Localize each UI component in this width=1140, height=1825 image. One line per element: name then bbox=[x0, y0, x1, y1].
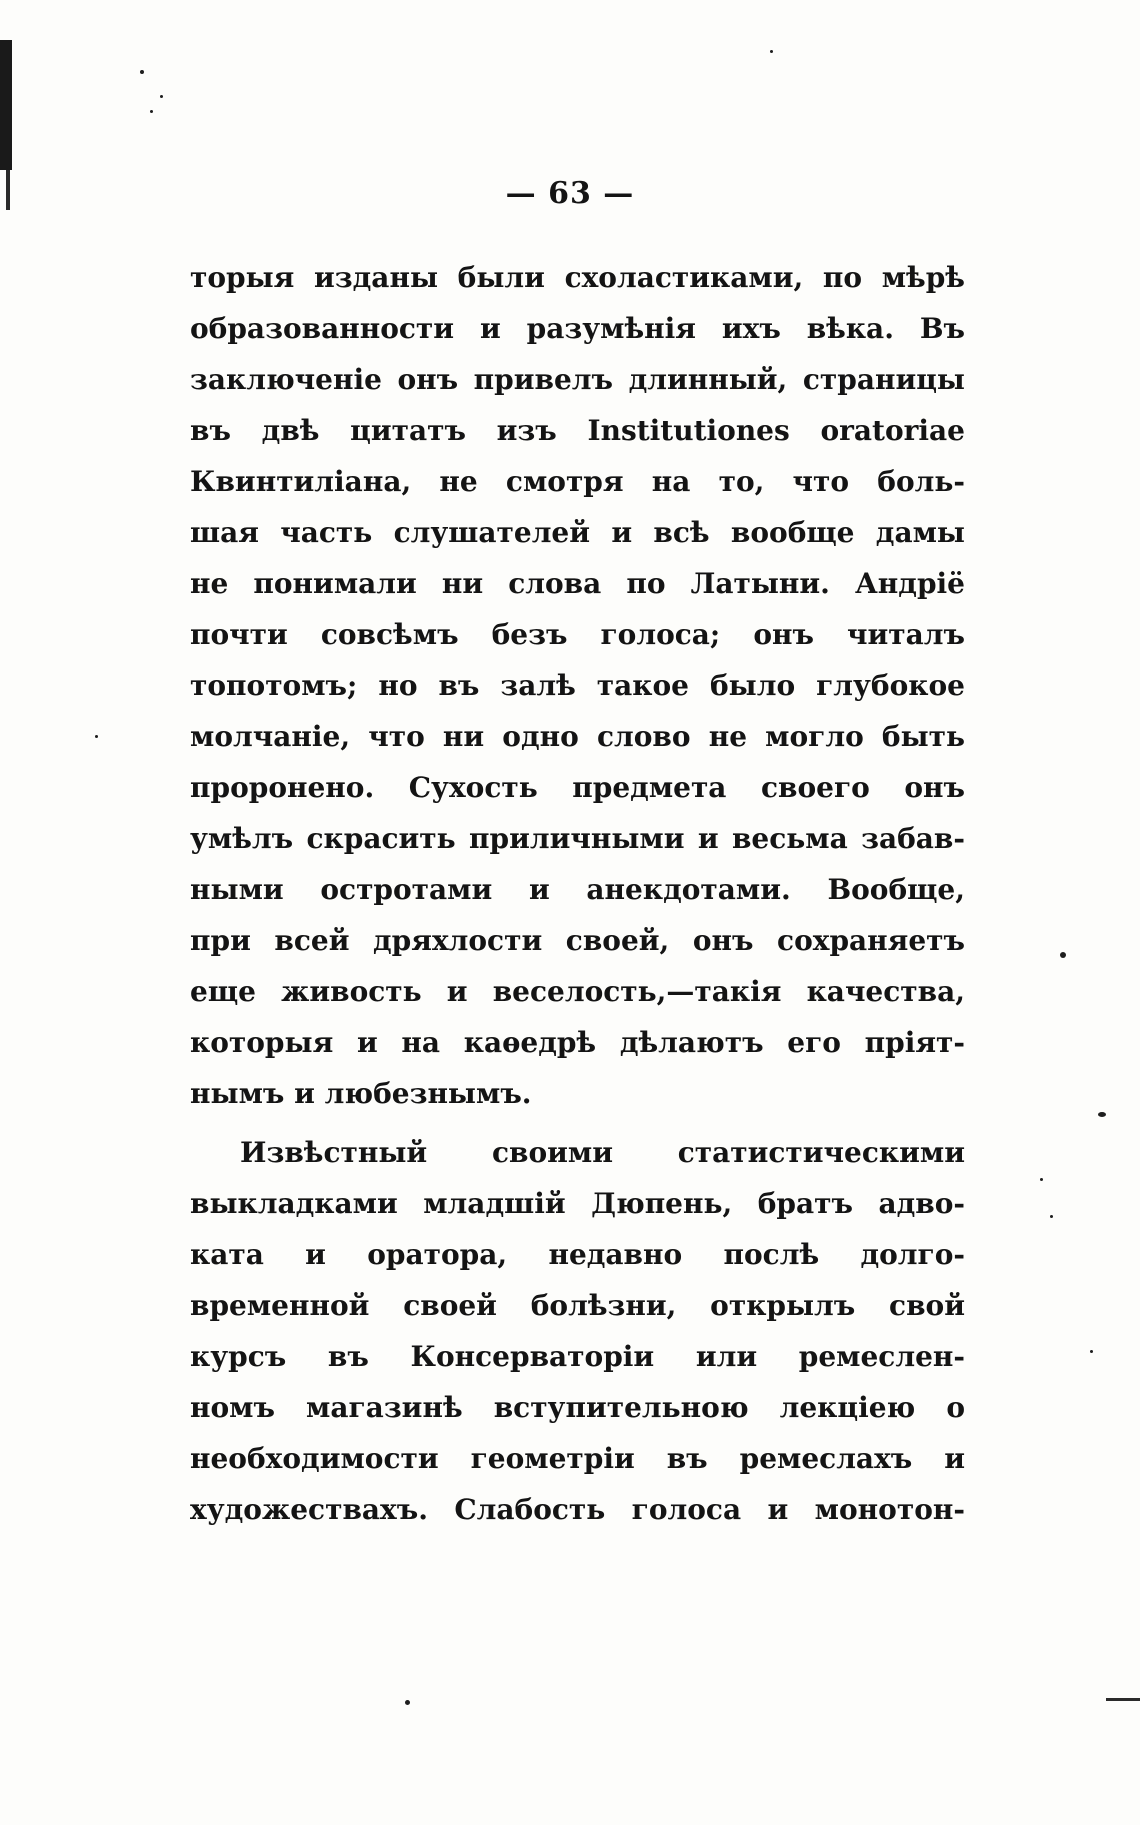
text-line: торыя изданы были схоластиками, по мѣрѣ bbox=[190, 261, 965, 294]
scan-speck bbox=[1060, 952, 1066, 958]
text-line-last: нымъ и любезнымъ. bbox=[190, 1077, 532, 1110]
scan-speck bbox=[1040, 1178, 1043, 1181]
scan-speck bbox=[95, 735, 98, 738]
text-line: при всей дряхлости своей, онъ сохраняетъ bbox=[190, 924, 965, 957]
text-line: не понимали ни слова по Латыни. Андріё bbox=[190, 567, 965, 600]
text-line: молчаніе, что ни одно слово не могло быть bbox=[190, 720, 965, 753]
text-line: курсъ въ Консерваторіи или ремеслен- bbox=[190, 1340, 965, 1373]
scan-speck bbox=[770, 50, 773, 53]
text-line: образованности и разумѣнія ихъ вѣка. Въ bbox=[190, 312, 965, 345]
scan-speck bbox=[1050, 1215, 1053, 1218]
paragraph-gap bbox=[190, 1119, 965, 1127]
scan-speck bbox=[1098, 1112, 1106, 1117]
page-number: — 63 — bbox=[505, 176, 635, 211]
text-line: выкладками младшій Дюпень, братъ адво- bbox=[190, 1187, 965, 1220]
body-text bbox=[190, 252, 965, 1535]
text-line: художествахъ. Слабость голоса и монотон- bbox=[190, 1493, 965, 1526]
text-line-indented: Извѣстный своими статистическими bbox=[240, 1136, 965, 1169]
scan-speck bbox=[160, 95, 163, 98]
scan-speck bbox=[150, 110, 153, 113]
text-line: ными остротами и анекдотами. Вообще, bbox=[190, 873, 965, 906]
scan-speck bbox=[140, 70, 144, 74]
text-line: въ двѣ цитатъ изъ Institutiones oratoriae bbox=[190, 414, 965, 447]
text-line: шая часть слушателей и всѣ вообще дамы bbox=[190, 516, 965, 549]
text-line: номъ магазинѣ вступительною лекціею о bbox=[190, 1391, 965, 1424]
text-line: ката и оратора, недавно послѣ долго- bbox=[190, 1238, 965, 1271]
binding-edge-shadow bbox=[0, 40, 12, 170]
text-line: которыя и на каѳедрѣ дѣлаютъ его пріят- bbox=[190, 1026, 965, 1059]
text-line: еще живость и веселость,—такія качества, bbox=[190, 975, 965, 1008]
text-line: заключеніе онъ привелъ длинный, страницы bbox=[190, 363, 965, 396]
scan-speck bbox=[1090, 1350, 1093, 1353]
text-line: необходимости геометріи въ ремеслахъ и bbox=[190, 1442, 965, 1475]
text-line: умѣлъ скрасить приличными и весьма забав- bbox=[190, 822, 965, 855]
text-line: временной своей болѣзни, открылъ свой bbox=[190, 1289, 965, 1322]
text-line: топотомъ; но въ залѣ такое было глубокое bbox=[190, 669, 965, 702]
text-line: почти совсѣмъ безъ голоса; онъ читалъ bbox=[190, 618, 965, 651]
scan-speck bbox=[405, 1700, 410, 1705]
scan-edge-mark bbox=[1106, 1698, 1140, 1701]
text-line: проронено. Сухость предмета своего онъ bbox=[190, 771, 965, 804]
text-line: Квинтиліана, не смотря на то, что боль- bbox=[190, 465, 965, 498]
